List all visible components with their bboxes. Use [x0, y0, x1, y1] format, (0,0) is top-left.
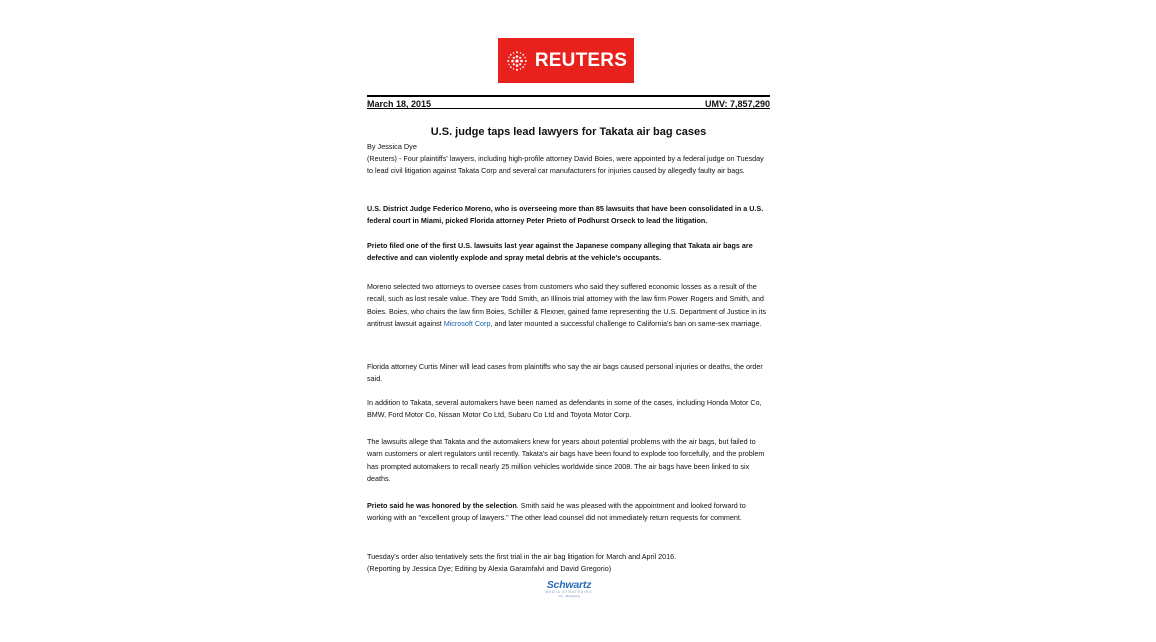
paragraph-9: Tuesday's order also tentatively sets the first trial in the air bag litigation for March and April 2016. [367, 552, 677, 561]
paragraph-5: Florida attorney Curtis Miner will lead cases from plaintiffs who say the air bags caused personal injuries or deaths, the order said. [367, 362, 763, 384]
publication-date: March 18, 2015 [367, 99, 432, 109]
paragraph-8 [367, 500, 770, 525]
paragraph-1: (Reuters) - Four plaintiffs' lawyers, including high-profile attorney David Boies, were appointed by a federal judge on Tuesday to lead civil litigation against Takata Corp and several car manufacturers for injuries caused by allegedly faulty air bags. [367, 154, 764, 176]
article-byline: By Jessica Dye [367, 142, 417, 151]
umv-count: UMV: 7,857,290 [704, 99, 770, 109]
reuters-dot-globe-icon [505, 49, 529, 73]
reuters-wordmark: REUTERS [534, 49, 628, 71]
paragraph-4 [367, 281, 770, 331]
article-headline: U.S. judge taps lead lawyers for Takata air bag cases [430, 126, 707, 138]
paragraph-4-text-b: , and later mounted a successful challenge to California's ban on same-sex marriage. [490, 319, 762, 329]
paragraph-8-bold: Prieto said he was honored by the selection [367, 501, 517, 510]
paragraph-3: Prieto filed one of the first U.S. lawsuits last year against the Japanese company alleging that Takata air bags are defective and can violently explode and spray metal debris at the vehicle's occupants. [367, 241, 753, 263]
schwartz-subtitle: MEDIA STRATEGIES [545, 590, 593, 594]
paragraph-7: The lawsuits allege that Takata and the automakers knew for years about potential problems with the air bags, but failed to warn customers or alert regulators until recently. Takata's air bags have been found to explode too forcefully, and the problem has prompted automakers to recall nearly 25 million vehicles worldwide since 2008. The air bags have been linked to six deaths. [367, 437, 765, 484]
paragraph-8-rest: . Smith said he was pleased with the appointment and looked forward to working with an "excellent group of lawyers." The other lead counsel did not immediately return requests for comment. [367, 501, 746, 523]
paragraph-6: In addition to Takata, several automakers have been named as defendants in some of the cases, including Honda Motor Co, BMW, Ford Motor Co, Nissan Motor Co Ltd, Subaru Co Ltd and Toyota Motor Corp. [367, 398, 762, 420]
reporting-credit: (Reporting by Jessica Dye; Editing by Alexia Garamfalvi and David Gregorio) [367, 564, 612, 573]
schwartz-media-logo [543, 580, 595, 598]
reuters-logo [498, 38, 634, 83]
microsoft-corp-link[interactable]: Microsoft Corp [443, 319, 491, 329]
paragraph-4-text-a: Moreno selected two attorneys to oversee cases from customers who said they suffered economic losses as a result of the recall, such as lost resale value. They are Todd Smith, an Illinois trial attorney with the law firm Power Rogers and Smith, and Boies. Boies, who chairs the law firm Boies, Schiller & Flexner, gained fame representing the U.S. Department of Justice in its antitrust lawsuit against [367, 282, 767, 329]
schwartz-tagline: GC · Monitoring [558, 594, 580, 598]
dateline-bar [367, 95, 770, 109]
schwartz-wordmark: Schwartz [546, 579, 592, 591]
paragraph-2: U.S. District Judge Federico Moreno, who is overseeing more than 85 lawsuits that have been consolidated in a U.S. federal court in Miami, picked Florida attorney Peter Prieto of Podhurst Orseck to lead the litigation. [367, 204, 764, 226]
